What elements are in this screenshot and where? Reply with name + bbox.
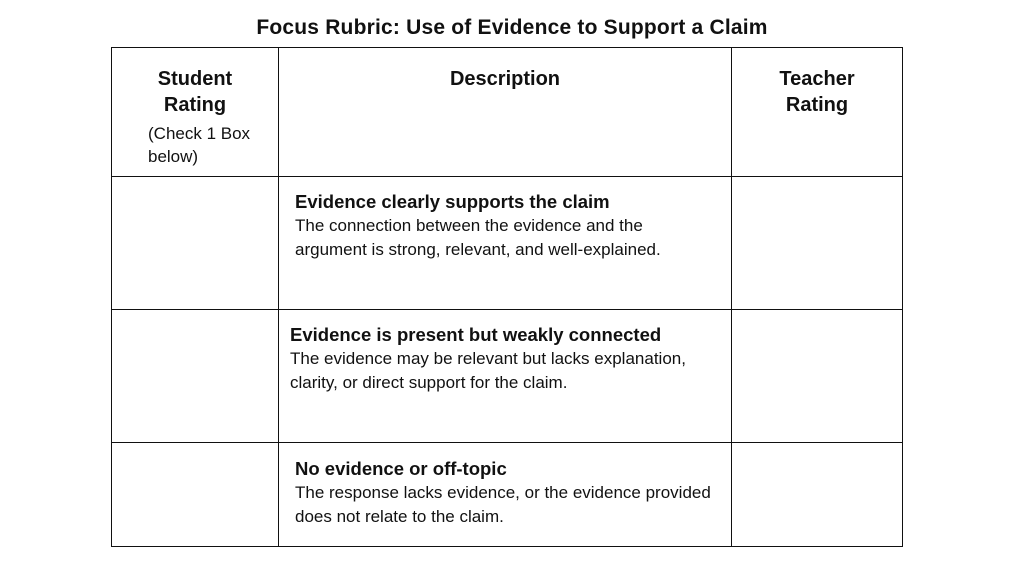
teacher-rating-header xyxy=(732,48,903,177)
rubric-row-weak xyxy=(112,310,903,443)
description-cell-strong xyxy=(279,177,732,310)
student-rating-box-weak[interactable] xyxy=(112,310,279,443)
header-row xyxy=(112,48,903,177)
rubric-title: Focus Rubric: Use of Evidence to Support a Claim xyxy=(256,16,768,39)
description-header-label: Description xyxy=(449,68,561,90)
teacher-rating-box-none[interactable] xyxy=(732,443,903,547)
description-cell-none xyxy=(279,443,732,547)
teacher-rating-header-label: Teacher Rating xyxy=(779,68,855,116)
rubric-table xyxy=(111,47,903,547)
criterion-heading: No evidence or off-topic xyxy=(295,458,507,479)
student-rating-box-strong[interactable] xyxy=(112,177,279,310)
criterion-heading: Evidence is present but weakly connected xyxy=(290,324,662,345)
description-header xyxy=(279,48,732,177)
student-rating-header xyxy=(112,48,279,177)
criterion-heading: Evidence clearly supports the claim xyxy=(295,191,610,212)
criterion-description: The response lacks evidence, or the evidence provided does not relate to the claim. xyxy=(295,483,711,526)
criterion-description: The connection between the evidence and the argument is strong, relevant, and well-explained. xyxy=(295,216,661,259)
rubric-row-none xyxy=(112,443,903,547)
criterion-description: The evidence may be relevant but lacks explanation, clarity, or direct support for the claim. xyxy=(290,349,686,392)
rubric-row-strong xyxy=(112,177,903,310)
teacher-rating-box-weak[interactable] xyxy=(732,310,903,443)
description-cell-weak xyxy=(279,310,732,443)
student-rating-box-none[interactable] xyxy=(112,443,279,547)
student-rating-instruction: (Check 1 Box below) xyxy=(148,124,251,166)
teacher-rating-box-strong[interactable] xyxy=(732,177,903,310)
student-rating-header-label: Student Rating xyxy=(157,68,233,116)
